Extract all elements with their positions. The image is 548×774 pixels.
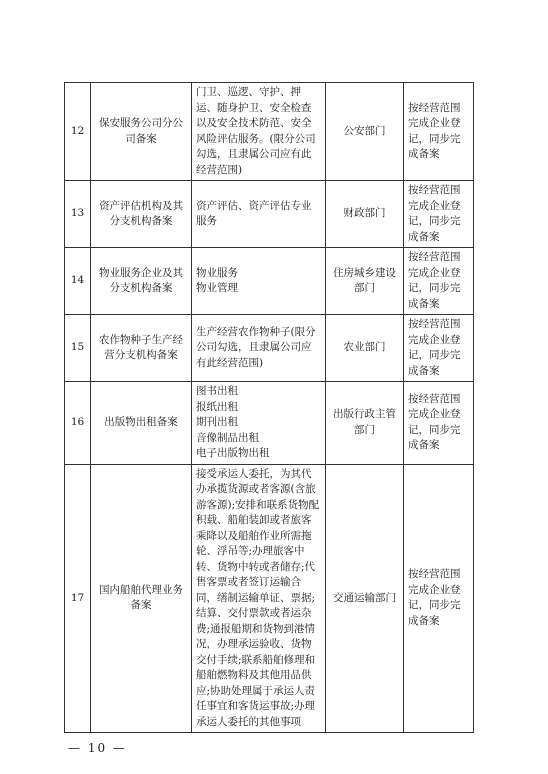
responsible-department: 交通运输部门 [326, 464, 404, 733]
responsible-department: 财政部门 [326, 181, 404, 248]
business-scope: 门卫、巡逻、守护、押运、随身护卫、安全检查以及安全技术防范、安全风险评估服务。(限分公司勾选，且隶属公司应有此经营范围) [192, 83, 326, 181]
responsible-department: 农业部门 [326, 315, 404, 382]
responsible-department: 住房城乡建设部门 [326, 248, 404, 315]
table-row [65, 464, 474, 733]
business-scope: 生产经营农作物种子(限分公司勾选，且隶属公司应有此经营范围) [192, 315, 326, 382]
scope-line: 期刊出租 [196, 416, 238, 428]
scope-line: 物业管理 [196, 282, 238, 294]
filing-item-name: 资产评估机构及其分支机构备案 [91, 181, 192, 248]
scope-line: 物业服务 [196, 266, 238, 279]
filing-items-table [64, 82, 474, 733]
row-number: 12 [65, 83, 91, 181]
scope-line: 报纸出租 [196, 400, 238, 413]
business-scope [192, 248, 326, 315]
row-number: 17 [65, 464, 91, 733]
table-row [65, 83, 474, 181]
scope-line: 音像制品出租 [196, 431, 259, 444]
filing-item-name: 物业服务企业及其分支机构备案 [91, 248, 192, 315]
table-row [65, 181, 474, 248]
filing-item-name: 农作物种子生产经营分支机构备案 [91, 315, 192, 382]
filing-method: 按经营范围完成企业登记，同步完成备案 [404, 315, 474, 382]
responsible-department: 出版行政主管部门 [326, 382, 404, 465]
business-scope: 接受承运人委托，为其代办承揽货源或者客源(含旅游客源);安排和联系货物配积载、船舶装卸或者旅客乘降以及船舶作业所需拖轮、浮吊等;办理旅客中转、货物中转或者储存;代售客票或者签订运输合同，缮制运输单证、票据;结算、交付票款或者运杂费;通报船期和货物到港情况，办理承运验收、货物交付手续;联系船舶修理和船舶燃物料及其他用品供应;协助处理属于承运人责任事宜和客货运事故;办理承运人委托的其他事项 [192, 464, 326, 733]
filing-method: 按经营范围完成企业登记，同步完成备案 [404, 248, 474, 315]
row-number: 14 [65, 248, 91, 315]
scope-line: 电子出版物出租 [196, 447, 270, 459]
filing-method: 按经营范围完成企业登记，同步完成备案 [404, 181, 474, 248]
filing-item-name: 国内船舶代理业务备案 [91, 464, 192, 733]
table-row [65, 248, 474, 315]
responsible-department: 公安部门 [326, 83, 404, 181]
filing-item-name: 保安服务公司分公司备案 [91, 83, 192, 181]
filing-method: 按经营范围完成企业登记，同步完成备案 [404, 83, 474, 181]
row-number: 16 [65, 382, 91, 465]
filing-method: 按经营范围完成企业登记，同步完成备案 [404, 464, 474, 733]
business-scope: 资产评估、资产评估专业服务 [192, 181, 326, 248]
business-scope [192, 382, 326, 465]
filing-method: 按经营范围完成企业登记，同步完成备案 [404, 382, 474, 465]
page-number: — 10 — [68, 741, 127, 755]
filing-item-name: 出版物出租备案 [91, 382, 192, 465]
table-row [65, 315, 474, 382]
row-number: 15 [65, 315, 91, 382]
scope-line: 图书出租 [196, 385, 238, 397]
table-row [65, 382, 474, 465]
row-number: 13 [65, 181, 91, 248]
